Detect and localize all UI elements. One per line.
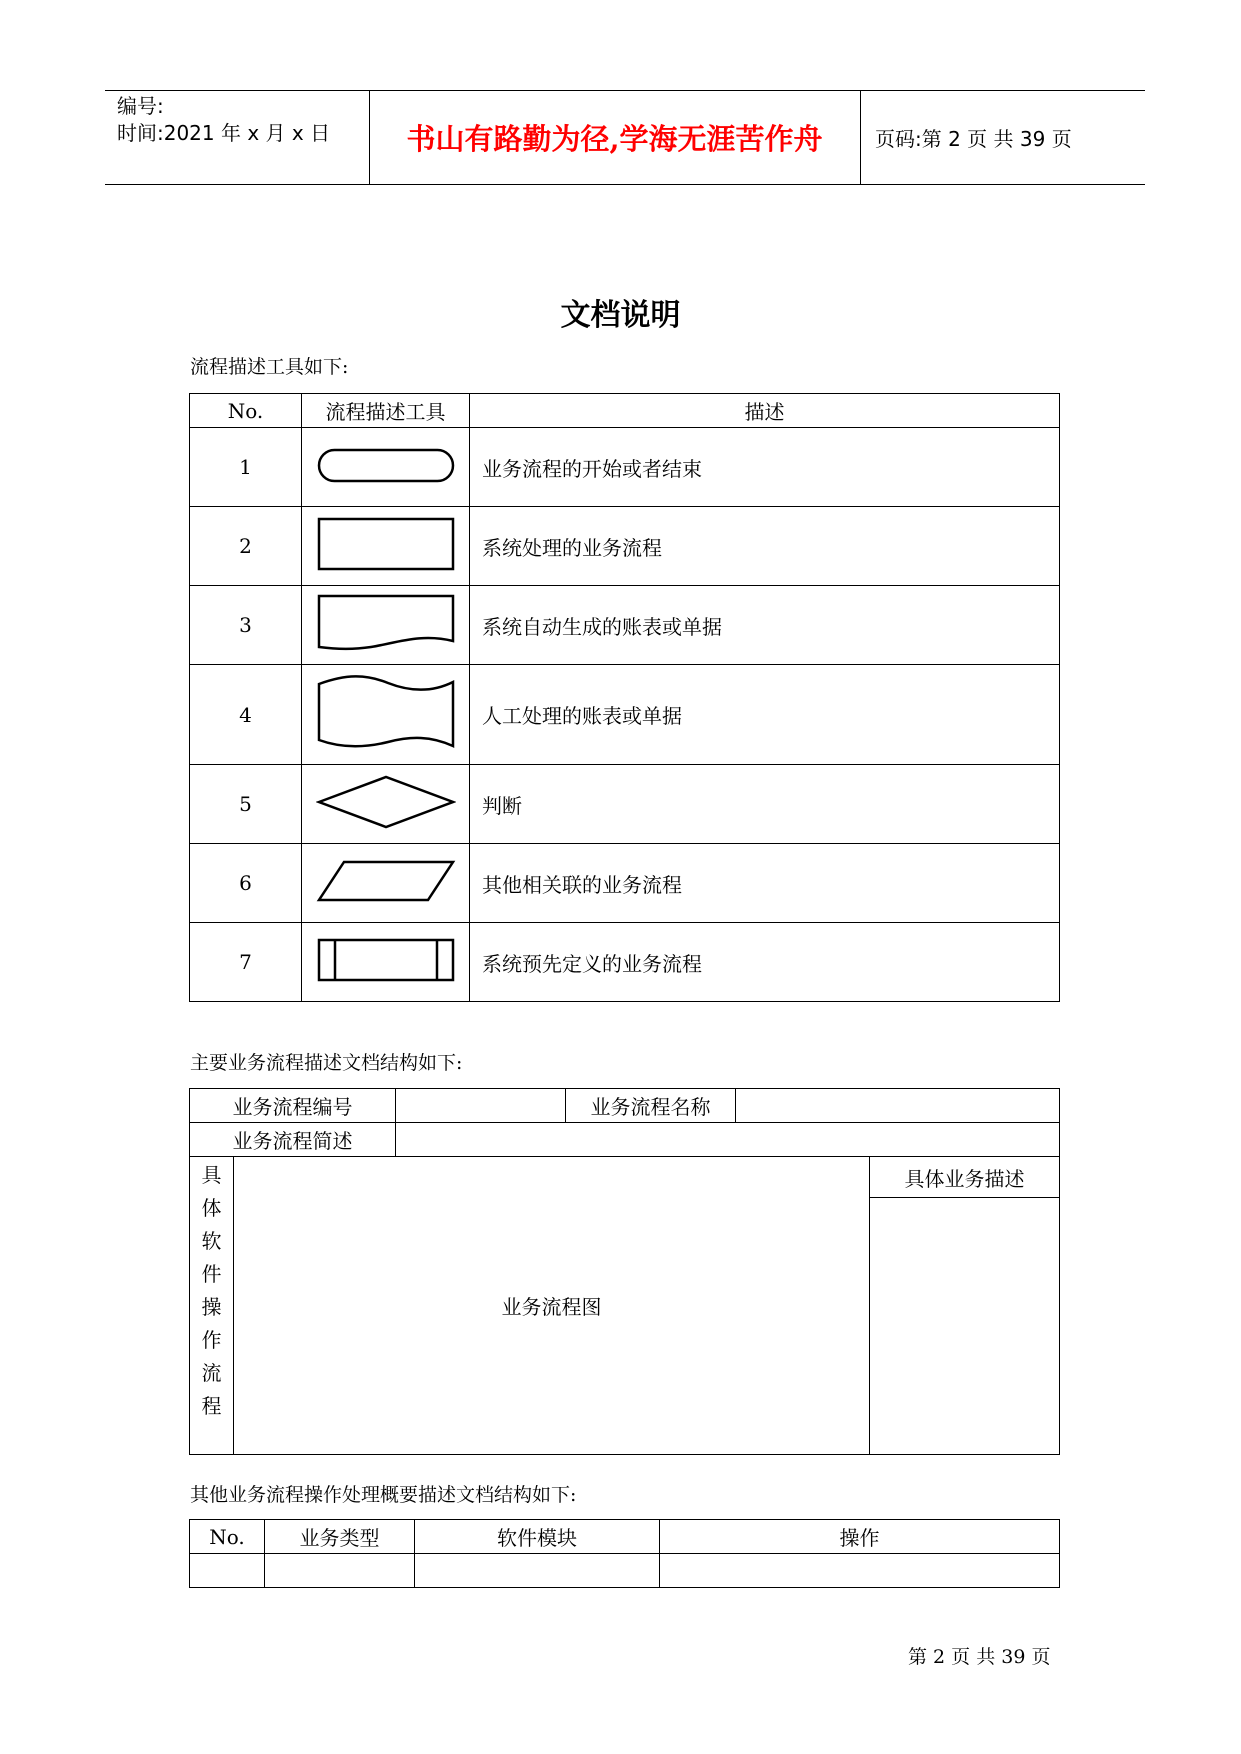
section3-caption: 其他业务流程操作处理概要描述文档结构如下: [190,1484,577,1506]
vertical-char: 流 [201,1361,222,1385]
process-summary-value [396,1123,1060,1157]
vertical-char: 软 [201,1229,222,1253]
manual-document-shape-icon [302,665,470,765]
table-row [190,1123,1060,1157]
page-footer: 第 2 页 共 39 页 [908,1646,1051,1668]
process-diagram-area: 业务流程图 [234,1157,870,1455]
main-process-doc-table [189,1088,1060,1455]
row-number: 3 [190,586,302,665]
row-description: 系统处理的业务流程 [470,507,1060,586]
table-row [190,586,1060,665]
row-number: 4 [190,665,302,765]
vertical-char: 作 [201,1328,222,1352]
column-header: 流程描述工具 [302,394,470,428]
table-row [190,923,1060,1002]
table-row [190,1554,1060,1588]
table-cell [265,1554,415,1588]
detail-description-area [870,1198,1060,1455]
vertical-char: 程 [201,1394,222,1418]
table-row [190,765,1060,844]
process-summary-label: 业务流程简述 [190,1123,396,1157]
document-shape-icon [302,586,470,665]
vertical-char: 操 [201,1295,222,1319]
row-number: 6 [190,844,302,923]
process-rectangle-icon [302,507,470,586]
column-header: 描述 [470,394,1060,428]
table-cell [415,1554,660,1588]
header-meta [117,93,330,147]
row-description: 判断 [470,765,1060,844]
row-number: 7 [190,923,302,1002]
table-row [190,428,1060,507]
row-description: 系统预先定义的业务流程 [470,923,1060,1002]
vertical-char: 件 [201,1262,222,1286]
header-motto: 书山有路勤为径,学海无涯苦作舟 [406,122,823,156]
predefined-process-shape-icon [302,923,470,1002]
row-description: 业务流程的开始或者结束 [470,428,1060,507]
row-number: 1 [190,428,302,507]
column-header: 业务类型 [265,1520,415,1554]
flow-symbols-table [189,393,1060,1002]
table-row [190,1157,1060,1198]
process-id-label: 业务流程编号 [190,1089,396,1123]
table-row [190,1089,1060,1123]
column-header: 软件模块 [415,1520,660,1554]
process-name-label: 业务流程名称 [566,1089,736,1123]
document-time-label: 时间:2021 年 x 月 x 日 [117,121,331,145]
document-title: 文档说明 [560,298,681,333]
table-row [190,507,1060,586]
row-description: 系统自动生成的账表或单据 [470,586,1060,665]
process-id-value [396,1089,566,1123]
table-cell [190,1554,265,1588]
header-page-info: 页码:第 2 页 共 39 页 [875,127,1072,151]
table-header-row [190,1520,1060,1554]
row-number: 2 [190,507,302,586]
header-divider [860,91,861,184]
terminator-shape-icon [302,428,470,507]
section1-caption: 流程描述工具如下: [190,356,349,378]
column-header: 操作 [660,1520,1060,1554]
decision-diamond-icon [302,765,470,844]
page-header [105,90,1145,185]
vertical-char: 具 [201,1163,222,1187]
column-header: No. [190,1520,265,1554]
table-row [190,665,1060,765]
table-cell [660,1554,1060,1588]
other-process-summary-table [189,1519,1060,1588]
row-number: 5 [190,765,302,844]
parallelogram-shape-icon [302,844,470,923]
column-header: No. [190,394,302,428]
detail-description-label: 具体业务描述 [870,1157,1060,1198]
table-row [190,844,1060,923]
section2-caption: 主要业务流程描述文档结构如下: [190,1052,463,1074]
document-number-label: 编号: [117,94,164,118]
vertical-char: 体 [201,1196,222,1220]
row-description: 其他相关联的业务流程 [470,844,1060,923]
software-operation-flow-label [190,1157,234,1455]
table-header-row [190,394,1060,428]
process-name-value [736,1089,1060,1123]
row-description: 人工处理的账表或单据 [470,665,1060,765]
